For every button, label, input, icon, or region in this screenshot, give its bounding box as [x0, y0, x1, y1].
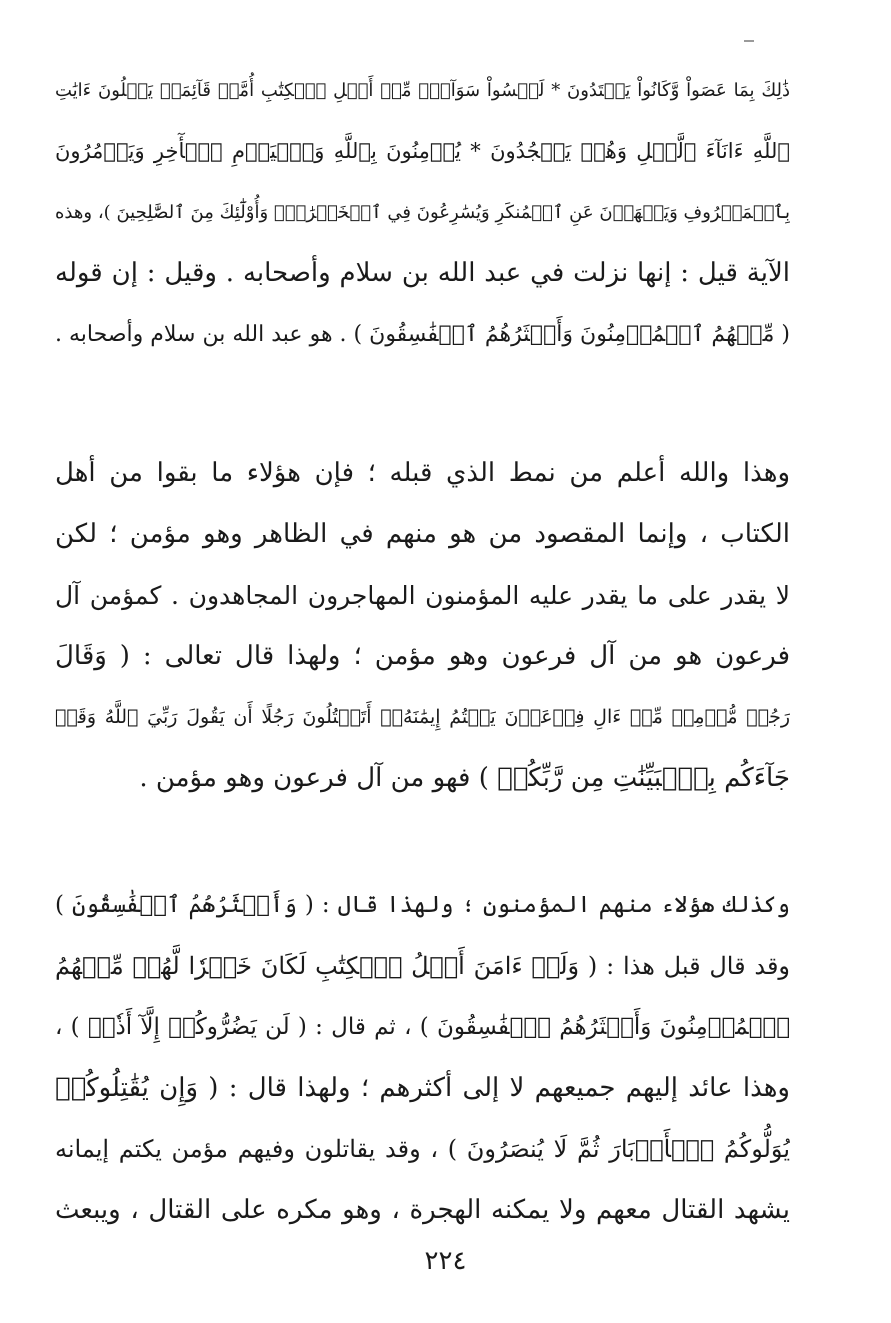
text-line: جَآءَكُم بِٱلۡبَيِّنَٰتِ مِن رَّبِّكُمۡ ) فهو من آل فرعون وهو مؤمن . [139, 763, 790, 793]
text-line: رَجُلٞ مُّؤۡمِنٞ مِّنۡ ءَالِ فِرۡعَوۡنَ يَكۡتُمُ إِيمَٰنَهُۥٓ أَتَقۡتُلُونَ رَجُلًا أَن يَقُولَ رَبِّيَ ٱللَّهُ وَقَدۡ [55, 706, 790, 728]
text-line: فرعون هو من آل فرعون وهو مؤمن ؛ ولهذا قال تعالى : ( وَقَالَ [55, 641, 790, 671]
text-line: وقد قال قبل هذا : ( وَلَوۡ ءَامَنَ أَهۡلُ ٱلۡكِتَٰبِ لَكَانَ خَيۡرٗا لَّهُمۚ مِّنۡهُمُ [55, 952, 790, 980]
text-line: الكتاب ، وإنما المقصود من هو منهم في الظاهر وهو مؤمن ؛ لكن [55, 519, 790, 549]
paragraph-2 [55, 443, 790, 809]
page-number: ٢٢٤ [424, 1246, 467, 1276]
text-line: الآية قيل : إنها نزلت في عبد الله بن سلام وأصحابه . وقيل : إن قوله [55, 258, 790, 288]
text-line: لا يقدر على ما يقدر عليه المؤمنون المهاجرون المجاهدون . كمؤمن آل [55, 581, 790, 610]
page-body [55, 60, 790, 1241]
text-line: وكذلك هؤلاء منهم المؤمنون ؛ ولهذا قال : ( وَأَكۡثَرُهُمُ ٱلۡفَٰسِقُونَ ) [55, 892, 790, 918]
paragraph-spacer [55, 365, 790, 443]
text-line: بِٱلۡمَعۡرُوفِ وَيَنۡهَوۡنَ عَنِ ٱلۡمُنكَرِ وَيُسَٰرِعُونَ فِي ٱلۡخَيۡرَٰتِۖ وَأُوْلَٰٓئِكَ مِنَ ٱلصَّٰلِحِينَ )، وهذه [55, 202, 790, 223]
text-line: يشهد القتال معهم ولا يمكنه الهجرة ، وهو مكره على القتال ، ويبعث [55, 1195, 790, 1225]
paragraph-1 [55, 60, 790, 365]
text-line: ٱلۡمُؤۡمِنُونَ وَأَكۡثَرُهُمُ ٱلۡفَٰسِقُونَ ) ، ثم قال : ( لَن يَضُرُّوكُمۡ إِلَّآ أَذٗىۖ ) ، [55, 1014, 790, 1040]
text-line: ٱللَّهِ ءَانَآءَ ٱلَّيۡلِ وَهُمۡ يَسۡجُدُونَ * يُؤۡمِنُونَ بِٱللَّهِ وَٱلۡيَوۡمِ ٱلۡأٓخِرِ وَيَأۡمُرُونَ [55, 139, 790, 163]
text-line: يُوَلُّوكُمُ ٱلۡأَدۡبَارَ ثُمَّ لَا يُنصَرُونَ ) ، وقد يقاتلون وفيهم مؤمن يكتم إيمانه [55, 1135, 790, 1163]
text-line: وهذا والله أعلم من نمط الذي قبله ؛ فإن هؤلاء ما بقوا من أهل [55, 458, 790, 488]
text-line: ذَٰلِكَ بِمَا عَصَواْ وَّكَانُواْ يَعۡتَدُونَ * لَيۡسُواْ سَوَآءٗۗ مِّنۡ أَهۡلِ ٱلۡكِتَٰبِ أُمَّةٞ قَآئِمَةٞ يَتۡلُونَ ءَايَٰتِ [55, 80, 790, 101]
paragraph-3 [55, 875, 790, 1241]
scan-mark [744, 40, 754, 42]
paragraph-spacer [55, 809, 790, 875]
text-line: ( مِّنۡهُمُ ٱلۡمُؤۡمِنُونَ وَأَكۡثَرُهُمُ ٱلۡفَٰسِقُونَ ) . هو عبد الله بن سلام وأصحابه . [55, 322, 790, 347]
text-line: وهذا عائد إليهم جميعهم لا إلى أكثرهم ؛ ولهذا قال : ( وَإِن يُقَٰتِلُوكُمۡ [55, 1073, 790, 1103]
